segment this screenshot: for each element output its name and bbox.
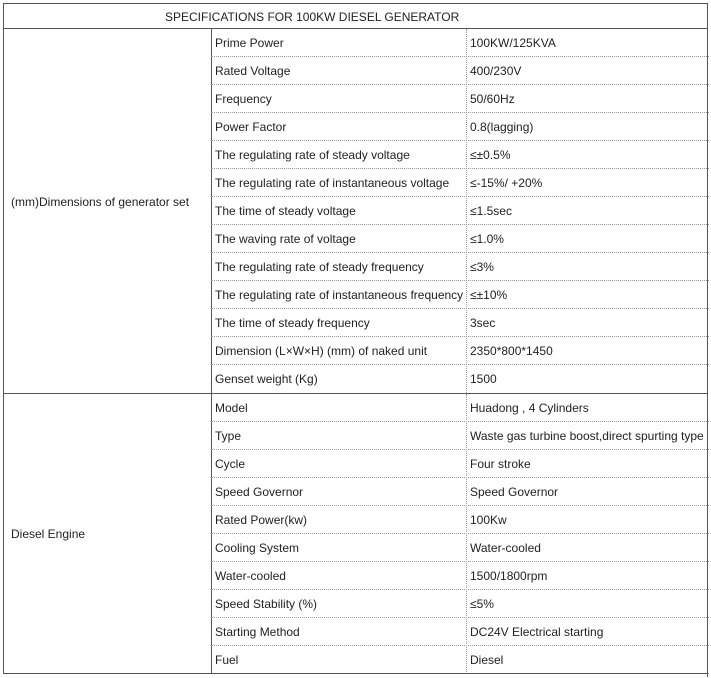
row-value: Water-cooled bbox=[470, 541, 541, 555]
row-key: The time of steady voltage bbox=[215, 204, 356, 218]
table-row bbox=[211, 478, 709, 506]
row-key: The time of steady frequency bbox=[215, 316, 370, 330]
group-rows bbox=[211, 29, 709, 393]
row-key: The regulating rate of steady voltage bbox=[215, 148, 410, 162]
table-row bbox=[211, 534, 709, 562]
table-title-row bbox=[3, 3, 708, 29]
row-key: The waving rate of voltage bbox=[215, 232, 356, 246]
row-value: 100Kw bbox=[470, 513, 507, 527]
row-key: Cooling System bbox=[215, 541, 300, 555]
row-value: ≤±10% bbox=[470, 288, 508, 302]
table-continuation-edge bbox=[3, 673, 708, 678]
row-key: Water-cooled bbox=[215, 569, 286, 583]
row-value: 1500 bbox=[470, 372, 497, 386]
row-key: Rated Power(kw) bbox=[215, 513, 308, 527]
row-value: 3sec bbox=[470, 316, 496, 330]
table-row bbox=[211, 422, 709, 450]
table-row bbox=[211, 141, 709, 169]
table-row bbox=[211, 57, 709, 85]
row-value: 50/60Hz bbox=[470, 92, 515, 106]
row-key: Genset weight (Kg) bbox=[215, 372, 318, 386]
spec-table bbox=[3, 3, 711, 677]
row-key: Speed Governor bbox=[215, 485, 304, 499]
row-key: Fuel bbox=[215, 653, 239, 667]
row-value: 2350*800*1450 bbox=[470, 344, 553, 358]
group-rows bbox=[211, 394, 709, 674]
table-row bbox=[211, 590, 709, 618]
table-title: SPECIFICATIONS FOR 100KW DIESEL GENERATOR bbox=[165, 10, 460, 24]
row-key: Rated Voltage bbox=[215, 64, 291, 78]
table-row bbox=[211, 562, 709, 590]
row-value: Waste gas turbine boost,direct spurting type bbox=[470, 429, 704, 443]
row-key: The regulating rate of instantaneous frequency bbox=[215, 288, 464, 302]
table-row bbox=[211, 309, 709, 337]
row-key: Frequency bbox=[215, 92, 272, 106]
group-label: Diesel Engine bbox=[11, 527, 86, 541]
row-value: ≤3% bbox=[470, 260, 494, 274]
table-row bbox=[211, 85, 709, 113]
row-key: Power Factor bbox=[215, 120, 287, 134]
table-row bbox=[211, 337, 709, 365]
table-row bbox=[211, 450, 709, 478]
table-row bbox=[211, 618, 709, 646]
row-value: DC24V Electrical starting bbox=[470, 625, 604, 639]
row-value: 0.8(lagging) bbox=[470, 120, 534, 134]
table-row bbox=[211, 365, 709, 393]
row-key: Speed Stability (%) bbox=[215, 597, 318, 611]
row-key: The regulating rate of steady frequency bbox=[215, 260, 424, 274]
row-value: Speed Governor bbox=[470, 485, 559, 499]
row-key: Model bbox=[215, 401, 248, 415]
table-row bbox=[211, 646, 709, 674]
row-key: The regulating rate of instantaneous voltage bbox=[215, 176, 450, 190]
table-row bbox=[211, 281, 709, 309]
spec-group-diesel-engine bbox=[3, 394, 708, 674]
row-value: 100KW/125KVA bbox=[470, 36, 556, 50]
row-key: Cycle bbox=[215, 457, 246, 471]
table-row bbox=[211, 225, 709, 253]
group-label: (mm)Dimensions of generator set bbox=[11, 195, 190, 209]
row-value: Huadong , 4 Cylinders bbox=[470, 401, 589, 415]
row-key: Dimension (L×W×H) (mm) of naked unit bbox=[215, 344, 428, 358]
table-right-border bbox=[707, 29, 708, 677]
table-row bbox=[211, 253, 709, 281]
row-value: ≤5% bbox=[470, 597, 494, 611]
table-row bbox=[211, 394, 709, 422]
row-key: Starting Method bbox=[215, 625, 300, 639]
row-value: ≤1.5sec bbox=[470, 204, 512, 218]
table-row bbox=[211, 29, 709, 57]
row-value: 1500/1800rpm bbox=[470, 569, 548, 583]
table-row bbox=[211, 169, 709, 197]
table-row bbox=[211, 197, 709, 225]
row-value: ≤-15%/ +20% bbox=[470, 176, 543, 190]
row-value: Diesel bbox=[470, 653, 504, 667]
row-key: Type bbox=[215, 429, 242, 443]
row-key: Prime Power bbox=[215, 36, 284, 50]
table-row bbox=[211, 506, 709, 534]
row-value: ≤1.0% bbox=[470, 232, 504, 246]
row-value: Four stroke bbox=[470, 457, 531, 471]
row-value: 400/230V bbox=[470, 64, 522, 78]
row-value: ≤±0.5% bbox=[470, 148, 511, 162]
spec-group-dimensions bbox=[3, 29, 708, 394]
table-row bbox=[211, 113, 709, 141]
